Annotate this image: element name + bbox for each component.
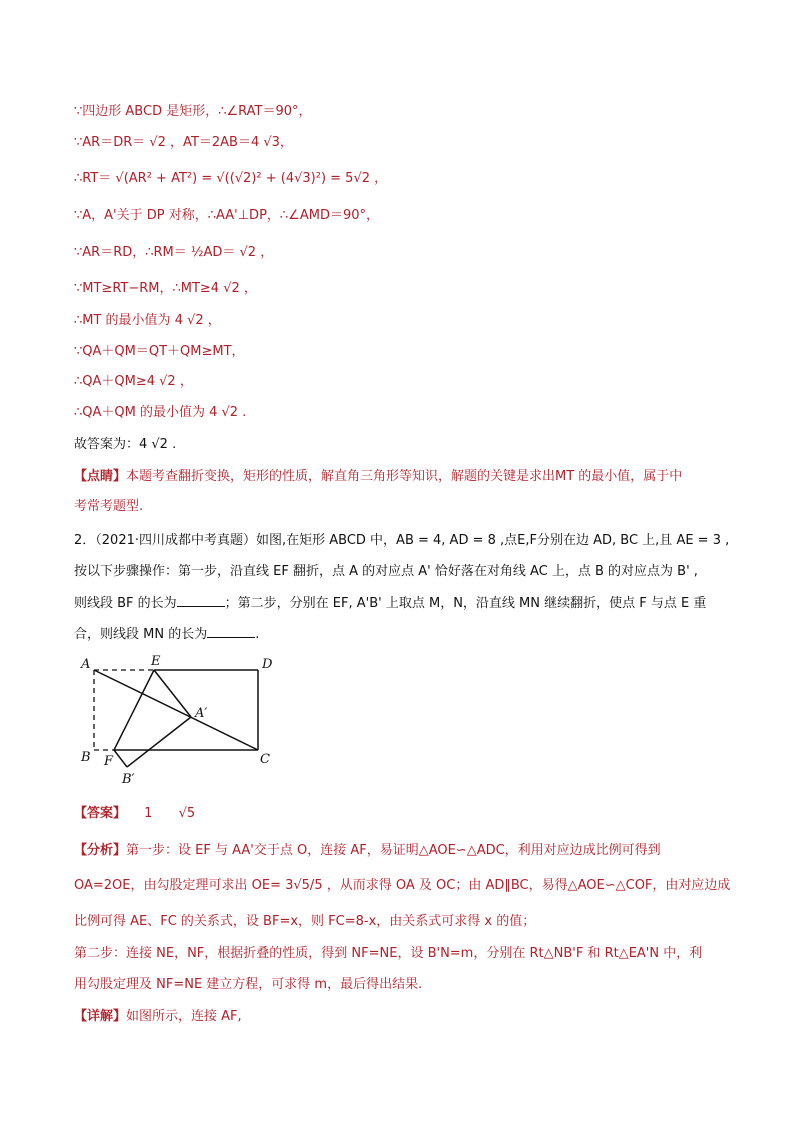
question-line-3-a: 则线段 BF 的长为: [74, 596, 177, 611]
question-line-3-b: ；第二步，分别在 EF, A'B' 上取点 M，N，沿直线 MN 继续翻折，使点 F 与点 E 重: [224, 596, 707, 611]
analysis-paragraph: [74, 842, 661, 860]
label-b: B: [81, 750, 91, 765]
blank-mn: [207, 625, 255, 638]
answer-value-1: 1: [144, 806, 153, 821]
analysis-text-4: 第二步：连接 NE，NF，根据折叠的性质，得到 NF=NE，设 B'N=m，分别在 Rt△NB'F 和 Rt△EA'N 中，利: [74, 946, 703, 961]
solution-line-3: ∴RT＝ √(AR² + AT²) = √((√2)² + (4√3)²) = 5√2 ，: [74, 171, 388, 186]
analysis-label: 【分析】: [74, 843, 127, 858]
segment-fb1: [114, 750, 127, 767]
solution-line-10: ∴QA＋QM 的最小值为 4 √2 .: [74, 405, 247, 420]
question-line-1: 2．（2021·四川成都中考真题）如图,在矩形 ABCD 中，AB = 4, AD = 8 ,点E,F分别在边 AD, BC 上,且 AE = 3 ,: [74, 533, 730, 548]
dianjing-text-1: 本题考查翻折变换，矩形的性质，解直角三角形等知识，解题的关键是求出MT 的最小值，属于中: [126, 469, 683, 484]
geometry-figure: [74, 650, 284, 790]
label-a: A: [81, 657, 91, 672]
diagonal-ac: [94, 670, 258, 750]
answer-label: 【答案】: [74, 806, 127, 821]
label-b1: B′: [122, 772, 135, 787]
segment-a1b1: [127, 717, 191, 767]
detail-label: 【详解】: [74, 1009, 127, 1024]
solution-line-4: ∵A，A'关于 DP 对称，∴AA'⊥DP，∴∠AMD＝90°，: [74, 208, 379, 223]
solution-line-8: ∵QA＋QM＝QT＋QM≥MT，: [74, 344, 245, 359]
label-e: E: [151, 654, 161, 669]
answer-value-2: √5: [178, 806, 196, 821]
blank-bf: [177, 594, 225, 607]
solution-line-1: ∵四边形 ABCD 是矩形，∴∠RAT＝90°，: [74, 104, 312, 119]
solution-line-2: ∵AR＝DR＝ √2 ，AT＝2AB＝4 √3，: [74, 135, 293, 150]
analysis-text-3: 比例可得 AE、FC 的关系式，设 BF=x，则 FC=8-x，由关系式可求得 x 的值；: [74, 914, 536, 929]
question-line-4: [74, 625, 259, 644]
analysis-text-1: 第一步：设 EF 与 AA'交于点 O，连接 AF，易证明△AOE∽△ADC，利用对应边成比例可得到: [126, 843, 661, 858]
label-d: D: [262, 657, 273, 672]
dianjing-paragraph: [74, 468, 682, 486]
solution-line-9: ∴QA＋QM≥4 √2 ，: [74, 374, 193, 389]
solution-line-7: ∴MT 的最小值为 4 √2 ，: [74, 313, 221, 328]
dianjing-label: 【点睛】: [74, 469, 127, 484]
question-line-4-b: .: [255, 627, 260, 642]
answer-paragraph: [74, 805, 195, 823]
detail-text-1: 如图所示，连接 AF,: [126, 1009, 242, 1024]
solution-line-5: ∵AR＝RD，∴RM＝ ½AD＝ √2 ，: [74, 245, 274, 260]
answer-line: 故答案为：4 √2 .: [74, 437, 177, 452]
analysis-text-5: 用勾股定理及 NF=NE 建立方程，可求得 m，最后得出结果.: [74, 977, 423, 992]
segment-ea1: [154, 670, 191, 717]
label-a1: A′: [195, 706, 208, 721]
question-line-4-a: 合，则线段 MN 的长为: [74, 627, 208, 642]
question-line-3: [74, 594, 706, 613]
dianjing-text-2: 考常考题型.: [74, 499, 144, 514]
detail-paragraph: [74, 1008, 242, 1026]
solution-line-6: ∵MT≥RT−RM，∴MT≥4 √2 ，: [74, 281, 257, 296]
label-c: C: [260, 752, 270, 767]
label-f: F: [104, 754, 114, 769]
analysis-text-2: OA=2OE，由勾股定理可求出 OE= 3√5/5 ，从而求得 OA 及 OC；由 AD∥BC，易得△AOE∽△COF，由对应边成: [74, 878, 731, 893]
question-line-2: 按以下步骤操作：第一步，沿直线 EF 翻折，点 A 的对应点 A' 恰好落在对角线 AC 上，点 B 的对应点为 B' ,: [74, 564, 698, 579]
